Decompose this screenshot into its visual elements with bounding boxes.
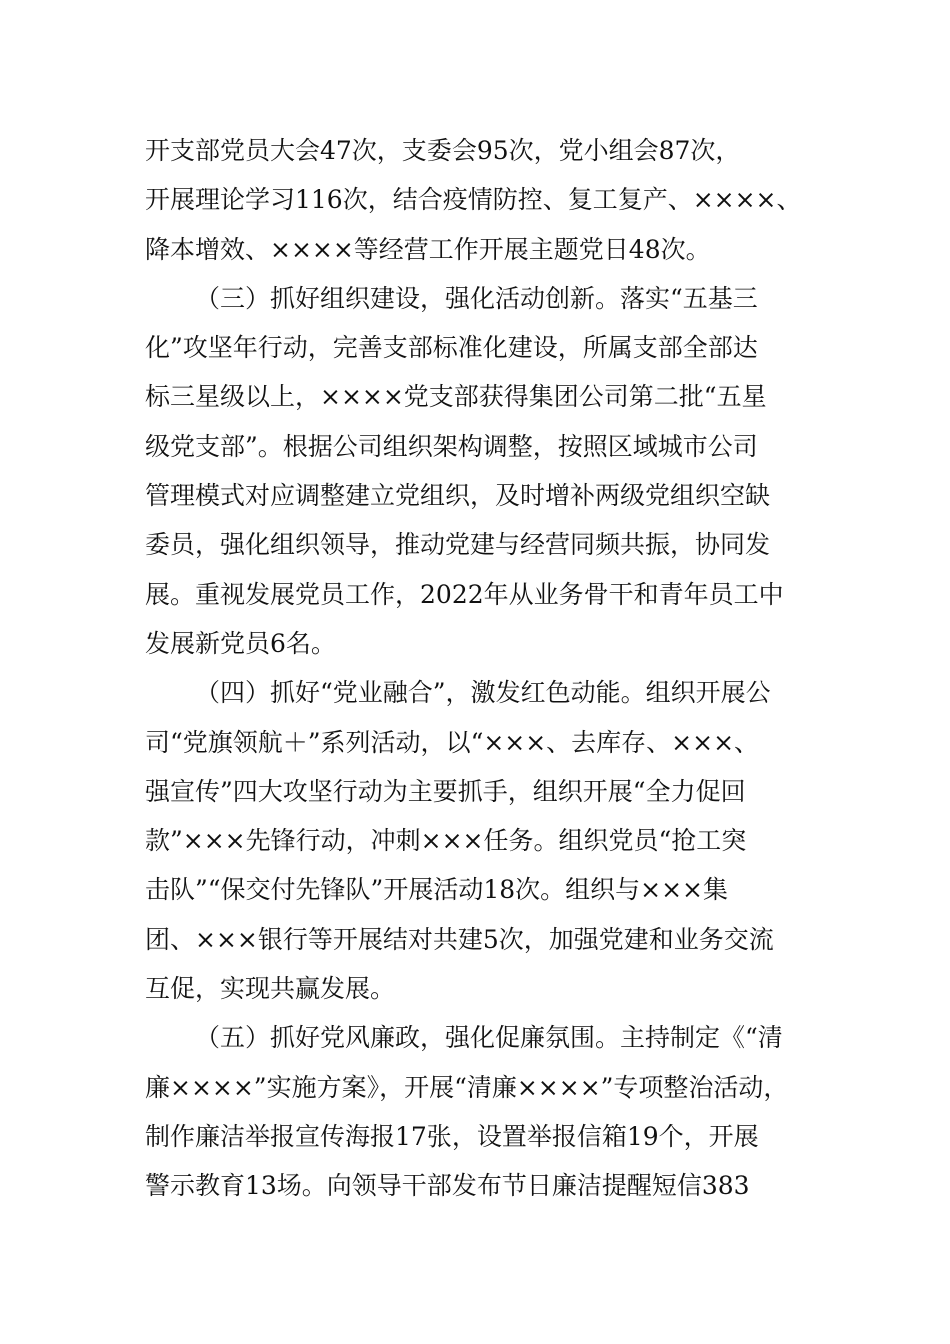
text-line: 委员，强化组织领导，推动党建与经营同频共振，协同发 [145,530,771,560]
text-line: 强宣传”四大攻坚行动为主要抓手，组织开展“全力促回 [145,776,746,806]
text-line: 制作廉洁举报宣传海报17张，设置举报信箱19个，开展 [145,1121,759,1151]
paragraph-start-line: （三）抓好组织建设，强化活动创新。落实“五基三 [195,283,758,313]
text-line: 开展理论学习116次，结合疫情防控、复工复产、××××、 [145,185,802,215]
text-line: 廉××××”实施方案》，开展“清廉××××”专项整治活动， [145,1072,789,1102]
text-line: 击队”“保交付先锋队”开展活动18次。组织与×××集 [145,875,728,905]
text-line: 开支部党员大会47次，支委会95次，党小组会87次， [145,136,741,165]
text-line: 级党支部”。根据公司组织架构调整，按照区域城市公司 [145,431,758,461]
text-line: 互促，实现共赢发展。 [145,974,396,1004]
paragraph-start-line: （四）抓好“党业融合”，激发红色动能。组织开展公 [195,678,771,708]
paragraph-start-line: （五）抓好党风廉政，强化促廉氛围。主持制定《“清 [195,1023,783,1053]
text-line: 展。重视发展党员工作，2022年从业务骨干和青年员工中 [145,579,784,609]
text-line: 警示教育13场。向领导干部发布节日廉洁提醒短信383 [145,1171,750,1201]
document-body [145,126,825,1211]
text-line: 团、×××银行等开展结对共建5次，加强党建和业务交流 [145,924,774,954]
text-line: 降本增效、××××等经营工作开展主题党日48次。 [145,234,711,264]
text-line: 司“党旗领航＋”系列活动，以“×××、去库存、×××、 [145,727,760,757]
text-line: 化”攻坚年行动，完善支部标准化建设，所属支部全部达 [145,333,758,363]
text-line: 标三星级以上，××××党支部获得集团公司第二批“五星 [145,382,767,412]
text-line: 发展新党员6名。 [145,628,336,658]
text-line: 管理模式对应调整建立党组织，及时增补两级党组织空缺 [145,481,771,511]
text-line: 款”×××先锋行动，冲刺×××任务。组织党员“抢工突 [145,826,747,856]
